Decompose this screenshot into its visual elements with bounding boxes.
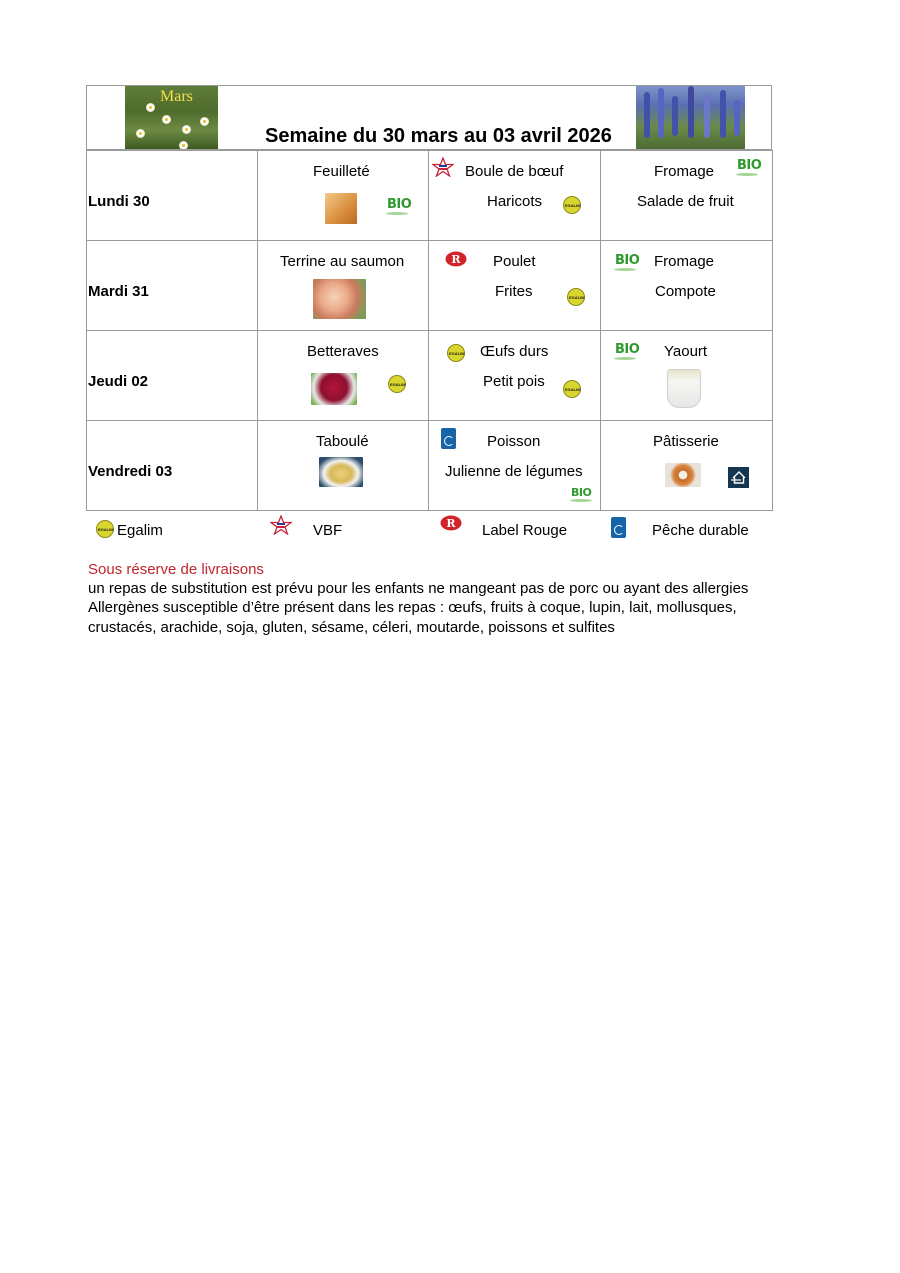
dish-label: Pâtisserie	[653, 433, 719, 450]
dish-label: Compote	[655, 283, 716, 300]
plat-cell	[429, 241, 601, 331]
taboule-photo	[319, 457, 363, 487]
label-rouge-icon	[440, 515, 462, 531]
table-row	[87, 421, 773, 511]
egalim-icon	[567, 288, 585, 306]
vbf-icon	[270, 515, 292, 535]
dish-label: Julienne de légumes	[445, 463, 583, 480]
day-cell	[87, 151, 258, 241]
dish-label: Feuilleté	[313, 163, 370, 180]
month-label: Mars	[160, 88, 193, 105]
bio-icon: BIO	[615, 342, 640, 357]
egalim-icon	[388, 375, 406, 393]
yaourt-photo	[667, 369, 701, 408]
feuillete-photo	[325, 193, 357, 224]
legend-peche-durable: Pêche durable	[652, 522, 749, 539]
egalim-icon	[563, 380, 581, 398]
bio-icon: BIO	[615, 253, 640, 268]
entree-cell	[258, 331, 429, 421]
dessert-cell	[601, 331, 773, 421]
day-cell	[87, 421, 258, 511]
dish-label: Terrine au saumon	[280, 253, 405, 270]
entree-cell	[258, 151, 429, 241]
entree-cell	[258, 421, 429, 511]
day-cell	[87, 331, 258, 421]
entree-cell	[258, 241, 429, 331]
plat-cell	[429, 331, 601, 421]
menu-header	[86, 85, 772, 150]
dish-label: Poulet	[493, 253, 536, 270]
table-row	[87, 331, 773, 421]
dish-label: Betteraves	[307, 343, 379, 360]
dish-label: Salade de fruit	[637, 193, 734, 210]
egalim-icon	[563, 196, 581, 214]
bio-icon: BIO	[571, 486, 592, 499]
day-label: Jeudi 02	[88, 373, 149, 390]
egalim-icon	[447, 344, 465, 362]
dish-label: Haricots	[487, 193, 543, 210]
legend-vbf: VBF	[313, 522, 343, 539]
dish-label: Petit pois	[483, 373, 545, 390]
msc-icon	[611, 517, 626, 538]
msc-icon	[441, 428, 456, 449]
fait-maison-icon	[728, 467, 749, 488]
plat-cell	[429, 151, 601, 241]
dessert-cell	[601, 421, 773, 511]
day-label: Mardi 31	[88, 283, 149, 300]
table-row	[87, 151, 773, 241]
betteraves-photo	[311, 373, 357, 405]
delivery-warning: Sous réserve de livraisons	[88, 561, 264, 578]
patisserie-photo	[665, 463, 701, 487]
day-cell	[87, 241, 258, 331]
label-rouge-icon	[445, 251, 467, 267]
dessert-cell	[601, 241, 773, 331]
allergens-note: Allergènes susceptible d’être présent dans les repas : œufs, fruits à coque, lupin, lait, mollusques,	[88, 599, 737, 616]
terrine-photo	[313, 279, 366, 319]
dish-label: Poisson	[487, 433, 541, 450]
plat-cell	[429, 421, 601, 511]
dish-label: Fromage	[654, 163, 715, 180]
dish-label: Yaourt	[664, 343, 708, 360]
dish-label: Boule de bœuf	[465, 163, 564, 180]
legend-label-rouge: Label Rouge	[482, 522, 568, 539]
substitution-note: un repas de substitution est prévu pour les enfants ne mangeant pas de porc ou ayant des allergies	[88, 580, 749, 597]
allergens-note-cont: crustacés, arachide, soja, gluten, sésame, céleri, moutarde, poissons et sulfites	[88, 619, 615, 636]
dish-label: Fromage	[654, 253, 715, 270]
vbf-icon	[432, 157, 454, 177]
egalim-icon	[96, 520, 114, 538]
dish-label: Œufs durs	[480, 343, 549, 360]
bio-icon: BIO	[387, 197, 412, 212]
dessert-cell	[601, 151, 773, 241]
svg-text:R: R	[446, 517, 456, 530]
legend-egalim: Egalim	[117, 522, 163, 539]
day-label: Vendredi 03	[88, 463, 173, 480]
day-label: Lundi 30	[88, 193, 150, 210]
spring-flowers-image	[636, 86, 745, 149]
march-daisies-image	[125, 86, 218, 149]
dish-label: Taboulé	[316, 433, 369, 450]
bio-icon: BIO	[737, 158, 762, 173]
page-title: Semaine du 30 mars au 03 avril 2026	[265, 125, 612, 147]
table-row	[87, 241, 773, 331]
dish-label: Frites	[495, 283, 533, 300]
menu-table	[86, 150, 773, 511]
svg-text:R: R	[451, 253, 461, 266]
